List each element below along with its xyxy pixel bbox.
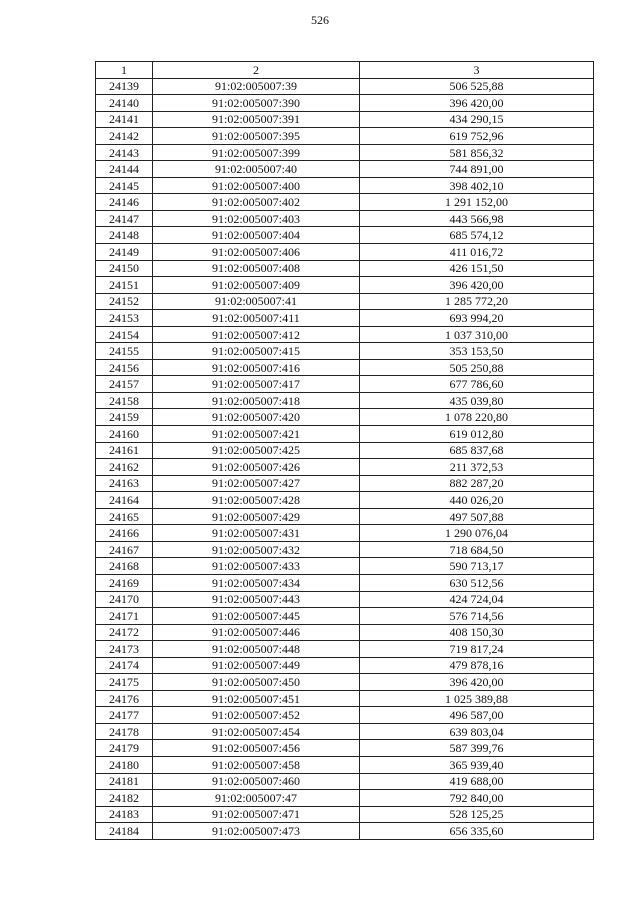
cadastral-value-cell: 677 786,60	[360, 376, 594, 393]
table-row	[96, 194, 594, 211]
cadastral-value-cell: 619 752,96	[360, 128, 594, 145]
table-row	[96, 277, 594, 294]
table-row	[96, 177, 594, 194]
table-row	[96, 459, 594, 476]
cadastral-number-cell: 91:02:005007:403	[153, 210, 360, 227]
cadastral-number-cell: 91:02:005007:415	[153, 343, 360, 360]
table-row	[96, 161, 594, 178]
cadastral-value-cell: 1 025 389,88	[360, 690, 594, 707]
cadastral-value-cell: 497 507,88	[360, 508, 594, 525]
cadastral-number-cell: 91:02:005007:451	[153, 690, 360, 707]
cadastral-value-cell: 440 026,20	[360, 492, 594, 509]
row-number-cell: 24163	[96, 475, 153, 492]
row-number-cell: 24156	[96, 359, 153, 376]
row-number-cell: 24167	[96, 541, 153, 558]
cadastral-number-cell: 91:02:005007:446	[153, 624, 360, 641]
table-row	[96, 525, 594, 542]
cadastral-number-cell: 91:02:005007:395	[153, 128, 360, 145]
row-number-cell: 24177	[96, 707, 153, 724]
row-number-cell: 24140	[96, 95, 153, 112]
cadastral-value-cell: 1 290 076,04	[360, 525, 594, 542]
row-number-cell: 24162	[96, 459, 153, 476]
table-row	[96, 442, 594, 459]
row-number-cell: 24180	[96, 756, 153, 773]
column-header-3: 3	[360, 62, 594, 79]
cadastral-number-cell: 91:02:005007:433	[153, 558, 360, 575]
table-row	[96, 723, 594, 740]
cadastral-value-cell: 528 125,25	[360, 806, 594, 823]
table-row	[96, 210, 594, 227]
table-row	[96, 558, 594, 575]
cadastral-number-cell: 91:02:005007:431	[153, 525, 360, 542]
cadastral-number-cell: 91:02:005007:452	[153, 707, 360, 724]
cadastral-number-cell: 91:02:005007:400	[153, 177, 360, 194]
cadastral-value-cell: 719 817,24	[360, 641, 594, 658]
table-row	[96, 244, 594, 261]
cadastral-value-cell: 693 994,20	[360, 310, 594, 327]
cadastral-number-cell: 91:02:005007:399	[153, 144, 360, 161]
cadastral-value-cell: 587 399,76	[360, 740, 594, 757]
cadastral-value-cell: 1 037 310,00	[360, 326, 594, 343]
cadastral-value-cell: 505 250,88	[360, 359, 594, 376]
cadastral-number-cell: 91:02:005007:454	[153, 723, 360, 740]
row-number-cell: 24182	[96, 790, 153, 807]
table-row	[96, 657, 594, 674]
table-header	[96, 62, 594, 79]
cadastral-value-cell: 590 713,17	[360, 558, 594, 575]
table-row	[96, 426, 594, 443]
table-row	[96, 392, 594, 409]
cadastral-value-cell: 1 285 772,20	[360, 293, 594, 310]
row-number-cell: 24158	[96, 392, 153, 409]
cadastral-number-cell: 91:02:005007:432	[153, 541, 360, 558]
row-number-cell: 24174	[96, 657, 153, 674]
row-number-cell: 24150	[96, 260, 153, 277]
table-row	[96, 773, 594, 790]
cadastral-number-cell: 91:02:005007:420	[153, 409, 360, 426]
cadastral-value-cell: 581 856,32	[360, 144, 594, 161]
cadastral-number-cell: 91:02:005007:460	[153, 773, 360, 790]
table-row	[96, 790, 594, 807]
cadastral-number-cell: 91:02:005007:40	[153, 161, 360, 178]
table-row	[96, 95, 594, 112]
table-row	[96, 756, 594, 773]
table-row	[96, 78, 594, 95]
cadastral-value-table	[95, 61, 594, 840]
row-number-cell: 24164	[96, 492, 153, 509]
row-number-cell: 24171	[96, 608, 153, 625]
row-number-cell: 24139	[96, 78, 153, 95]
table-row	[96, 492, 594, 509]
cadastral-value-cell: 396 420,00	[360, 674, 594, 691]
cadastral-value-cell: 211 372,53	[360, 459, 594, 476]
cadastral-value-cell: 576 714,56	[360, 608, 594, 625]
cadastral-number-cell: 91:02:005007:427	[153, 475, 360, 492]
cadastral-number-cell: 91:02:005007:443	[153, 591, 360, 608]
cadastral-number-cell: 91:02:005007:406	[153, 244, 360, 261]
table-row	[96, 326, 594, 343]
row-number-cell: 24184	[96, 823, 153, 840]
table-row	[96, 641, 594, 658]
cadastral-value-cell: 619 012,80	[360, 426, 594, 443]
cadastral-number-cell: 91:02:005007:47	[153, 790, 360, 807]
table-row	[96, 227, 594, 244]
cadastral-number-cell: 91:02:005007:449	[153, 657, 360, 674]
row-number-cell: 24172	[96, 624, 153, 641]
table-row	[96, 674, 594, 691]
table-row	[96, 376, 594, 393]
cadastral-value-cell: 443 566,98	[360, 210, 594, 227]
cadastral-number-cell: 91:02:005007:458	[153, 756, 360, 773]
table-row	[96, 310, 594, 327]
cadastral-number-cell: 91:02:005007:434	[153, 574, 360, 591]
cadastral-number-cell: 91:02:005007:409	[153, 277, 360, 294]
row-number-cell: 24154	[96, 326, 153, 343]
cadastral-number-cell: 91:02:005007:41	[153, 293, 360, 310]
row-number-cell: 24153	[96, 310, 153, 327]
cadastral-number-cell: 91:02:005007:426	[153, 459, 360, 476]
row-number-cell: 24149	[96, 244, 153, 261]
table-row	[96, 806, 594, 823]
cadastral-value-cell: 479 878,16	[360, 657, 594, 674]
table-row	[96, 260, 594, 277]
row-number-cell: 24148	[96, 227, 153, 244]
row-number-cell: 24161	[96, 442, 153, 459]
cadastral-value-cell: 792 840,00	[360, 790, 594, 807]
cadastral-value-cell: 1 078 220,80	[360, 409, 594, 426]
cadastral-number-cell: 91:02:005007:408	[153, 260, 360, 277]
row-number-cell: 24165	[96, 508, 153, 525]
cadastral-value-cell: 353 153,50	[360, 343, 594, 360]
row-number-cell: 24169	[96, 574, 153, 591]
row-number-cell: 24179	[96, 740, 153, 757]
cadastral-value-cell: 419 688,00	[360, 773, 594, 790]
table-row	[96, 293, 594, 310]
row-number-cell: 24170	[96, 591, 153, 608]
cadastral-value-cell: 424 724,04	[360, 591, 594, 608]
cadastral-value-cell: 685 837,68	[360, 442, 594, 459]
cadastral-number-cell: 91:02:005007:473	[153, 823, 360, 840]
row-number-cell: 24176	[96, 690, 153, 707]
table-row	[96, 608, 594, 625]
cadastral-number-cell: 91:02:005007:39	[153, 78, 360, 95]
row-number-cell: 24157	[96, 376, 153, 393]
row-number-cell: 24183	[96, 806, 153, 823]
cadastral-number-cell: 91:02:005007:429	[153, 508, 360, 525]
row-number-cell: 24147	[96, 210, 153, 227]
table-row	[96, 508, 594, 525]
cadastral-number-cell: 91:02:005007:412	[153, 326, 360, 343]
cadastral-number-cell: 91:02:005007:418	[153, 392, 360, 409]
table-row	[96, 823, 594, 840]
cadastral-value-cell: 882 287,20	[360, 475, 594, 492]
table-row	[96, 475, 594, 492]
row-number-cell: 24175	[96, 674, 153, 691]
row-number-cell: 24143	[96, 144, 153, 161]
cadastral-number-cell: 91:02:005007:421	[153, 426, 360, 443]
row-number-cell: 24142	[96, 128, 153, 145]
cadastral-value-cell: 630 512,56	[360, 574, 594, 591]
cadastral-number-cell: 91:02:005007:425	[153, 442, 360, 459]
cadastral-number-cell: 91:02:005007:456	[153, 740, 360, 757]
cadastral-number-cell: 91:02:005007:404	[153, 227, 360, 244]
cadastral-value-cell: 744 891,00	[360, 161, 594, 178]
page-number: 526	[311, 13, 329, 27]
cadastral-number-cell: 91:02:005007:428	[153, 492, 360, 509]
table-row	[96, 690, 594, 707]
row-number-cell: 24155	[96, 343, 153, 360]
table-row	[96, 740, 594, 757]
row-number-cell: 24141	[96, 111, 153, 128]
cadastral-value-cell: 426 151,50	[360, 260, 594, 277]
row-number-cell: 24159	[96, 409, 153, 426]
row-number-cell: 24145	[96, 177, 153, 194]
column-header-1: 1	[96, 62, 153, 79]
cadastral-value-cell: 434 290,15	[360, 111, 594, 128]
row-number-cell: 24173	[96, 641, 153, 658]
cadastral-number-cell: 91:02:005007:391	[153, 111, 360, 128]
cadastral-number-cell: 91:02:005007:450	[153, 674, 360, 691]
cadastral-value-cell: 396 420,00	[360, 277, 594, 294]
table-row	[96, 707, 594, 724]
cadastral-number-cell: 91:02:005007:402	[153, 194, 360, 211]
table-row	[96, 128, 594, 145]
table-row	[96, 624, 594, 641]
row-number-cell: 24146	[96, 194, 153, 211]
table-row	[96, 591, 594, 608]
column-header-2: 2	[153, 62, 360, 79]
cadastral-number-cell: 91:02:005007:411	[153, 310, 360, 327]
table-row	[96, 343, 594, 360]
cadastral-number-cell: 91:02:005007:417	[153, 376, 360, 393]
cadastral-value-cell: 435 039,80	[360, 392, 594, 409]
cadastral-value-cell: 639 803,04	[360, 723, 594, 740]
cadastral-value-cell: 408 150,30	[360, 624, 594, 641]
cadastral-number-cell: 91:02:005007:471	[153, 806, 360, 823]
cadastral-value-cell: 411 016,72	[360, 244, 594, 261]
cadastral-value-cell: 506 525,88	[360, 78, 594, 95]
row-number-cell: 24181	[96, 773, 153, 790]
cadastral-number-cell: 91:02:005007:390	[153, 95, 360, 112]
cadastral-value-cell: 656 335,60	[360, 823, 594, 840]
row-number-cell: 24144	[96, 161, 153, 178]
table-row	[96, 409, 594, 426]
cadastral-value-cell: 1 291 152,00	[360, 194, 594, 211]
row-number-cell: 24151	[96, 277, 153, 294]
cadastral-value-cell: 396 420,00	[360, 95, 594, 112]
table-row	[96, 574, 594, 591]
cadastral-number-cell: 91:02:005007:416	[153, 359, 360, 376]
cadastral-number-cell: 91:02:005007:445	[153, 608, 360, 625]
row-number-cell: 24168	[96, 558, 153, 575]
cadastral-value-cell: 718 684,50	[360, 541, 594, 558]
cadastral-value-cell: 398 402,10	[360, 177, 594, 194]
cadastral-value-cell: 496 587,00	[360, 707, 594, 724]
table-row	[96, 111, 594, 128]
table-row	[96, 541, 594, 558]
cadastral-number-cell: 91:02:005007:448	[153, 641, 360, 658]
header-row	[96, 62, 594, 79]
cadastral-value-cell: 365 939,40	[360, 756, 594, 773]
row-number-cell: 24152	[96, 293, 153, 310]
row-number-cell: 24178	[96, 723, 153, 740]
table-body	[96, 78, 594, 839]
cadastral-value-cell: 685 574,12	[360, 227, 594, 244]
row-number-cell: 24160	[96, 426, 153, 443]
table-row	[96, 359, 594, 376]
row-number-cell: 24166	[96, 525, 153, 542]
table-row	[96, 144, 594, 161]
